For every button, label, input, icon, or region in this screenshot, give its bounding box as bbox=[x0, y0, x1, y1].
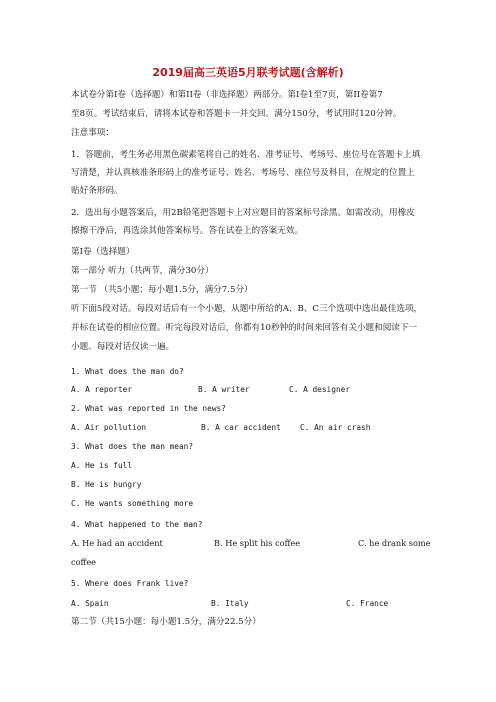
question-text: 2. What was reported in the news? bbox=[71, 404, 226, 413]
question-text: 3. What does the man mean? bbox=[71, 442, 194, 451]
option-b: B. A writer bbox=[198, 385, 250, 394]
question-text: 5. Where does Frank live? bbox=[71, 579, 189, 588]
option-c-continued: coffee bbox=[71, 557, 97, 567]
option-c: C. France bbox=[346, 599, 389, 608]
option-b: B. A car accident bbox=[201, 423, 281, 432]
option-c: C. he drank some bbox=[358, 538, 431, 548]
page-title: 2019届高三英语5月联考试题(含解析) bbox=[152, 66, 344, 79]
option-c: C. He wants something more bbox=[71, 499, 194, 508]
part-heading: 第一部分 听力（共两节，满分30分） bbox=[71, 266, 214, 276]
option-b: B. Italy bbox=[211, 599, 249, 608]
option-c: C. An air crash bbox=[300, 423, 371, 432]
intro-line: 至8页。考试结束后，请将本试卷和答题卡一并交回。满分150分，考试用时120分钟。 bbox=[71, 109, 402, 119]
notice-line: 2．选出每小题答案后，用2B铅笔把答题卡上对应题目的答案标号涂黑。如需改动，用橡皮 bbox=[71, 208, 415, 218]
notice-heading: 注意事项： bbox=[71, 128, 114, 138]
notice-line: 写清楚，并认真核准条形码上的准考证号、姓名、考场号、座位号及科目，在规定的位置上 bbox=[71, 168, 415, 178]
option-a: A. A reporter bbox=[71, 385, 133, 394]
instruction-line: 听下面5段对话。每段对话后有一个小题，从题中所给的A、B、C三个选项中选出最佳选项， bbox=[71, 304, 423, 314]
question-text: 4. What happened to the man? bbox=[71, 520, 203, 529]
instruction-line: 并标在试卷的相应位置。听完每段对话后，你都有10秒钟的时间来回答有关小题和阅读下一 bbox=[71, 323, 418, 333]
option-b: B. He split his coffee bbox=[214, 538, 301, 548]
question-text: 1. What does the man do? bbox=[71, 367, 184, 376]
option-b: B. He is hungry bbox=[71, 480, 142, 489]
option-a: A. He is full bbox=[71, 461, 133, 470]
section-heading: 第二节（共15小题：每小题1.5分，满分22.5分） bbox=[71, 617, 261, 627]
notice-line: 擦擦干净后，再选涂其他答案标号。答在试卷上的答案无效。 bbox=[71, 226, 304, 236]
instruction-line: 小题。每段对话仅读一遍。 bbox=[71, 342, 175, 352]
notice-line: 1．答题前，考生务必用黑色碳素笔将自己的姓名、准考证号、考场号、座位号在答题卡上填 bbox=[71, 150, 421, 160]
section-heading: 第一节 （共5小题；每小题1.5分，满分7.5分） bbox=[71, 285, 253, 295]
option-a: A. Spain bbox=[71, 599, 109, 608]
option-c: C. A designer bbox=[289, 385, 351, 394]
intro-line: 本试卷分第I卷（选择题）和第II卷（非选择题）两部分。第I卷1至7页，第II卷第7 bbox=[71, 90, 383, 100]
option-a: A. Air pollution bbox=[71, 423, 147, 432]
notice-line: 贴好条形码。 bbox=[71, 186, 123, 196]
option-a: A. He had an accident bbox=[71, 538, 163, 548]
volume-heading: 第I卷（选择题） bbox=[71, 247, 135, 257]
